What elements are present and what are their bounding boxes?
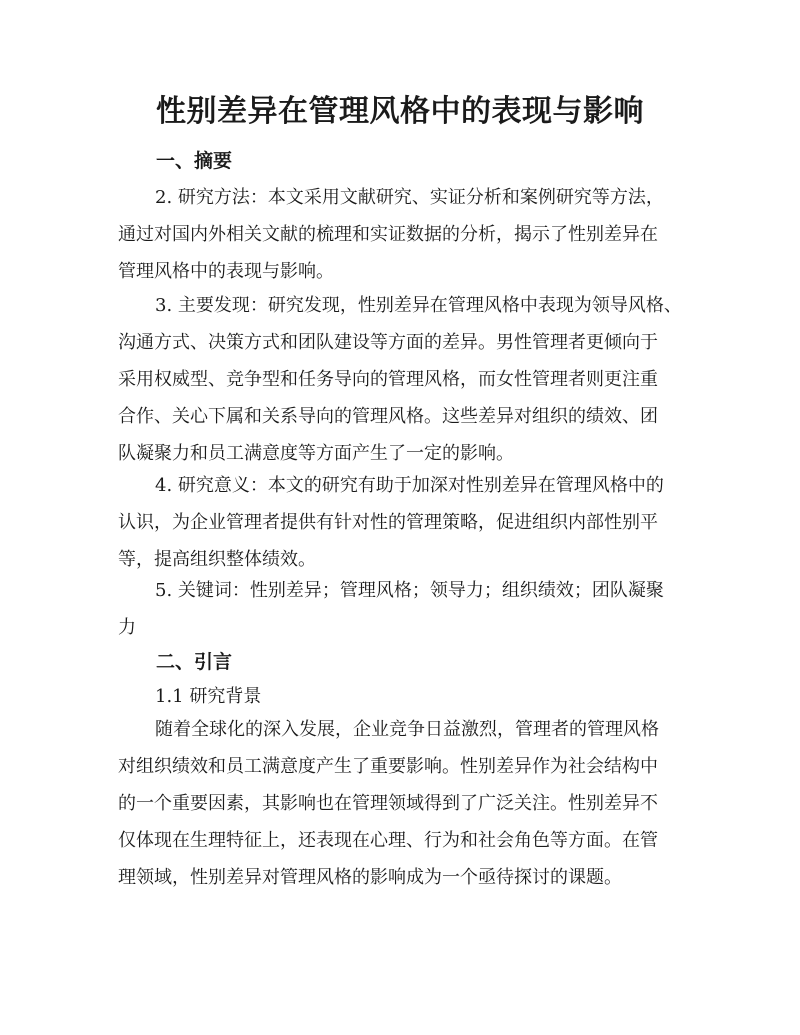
paragraph-line: 4. 研究意义：本文的研究有助于加深对性别差异在管理风格中的 bbox=[155, 475, 664, 496]
paragraph-line: 合作、关心下属和关系导向的管理风格。这些差异对组织的绩效、团 bbox=[118, 406, 658, 427]
subheading-research-background: 1.1 研究背景 bbox=[155, 686, 262, 707]
paragraph-line: 等，提高组织整体绩效。 bbox=[118, 549, 316, 570]
paragraph-line: 力 bbox=[118, 617, 136, 638]
paragraph-line: 随着全球化的深入发展，企业竞争日益激烈，管理者的管理风格 bbox=[155, 719, 659, 740]
paragraph-line: 5. 关键词：性别差异；管理风格；领导力；组织绩效；团队凝聚 bbox=[155, 580, 664, 601]
paragraph-keywords bbox=[118, 572, 718, 646]
document-title: 性别差异在管理风格中的表现与影响 bbox=[156, 94, 644, 129]
paragraph-line: 认识，为企业管理者提供有针对性的管理策略，促进组织内部性别平 bbox=[118, 512, 658, 533]
paragraph-line: 采用权威型、竞争型和任务导向的管理风格，而女性管理者则更注重 bbox=[118, 369, 658, 390]
paragraph-line: 通过对国内外相关文献的梳理和实证数据的分析，揭示了性别差异在 bbox=[118, 224, 658, 245]
paragraph-line: 管理风格中的表现与影响。 bbox=[118, 261, 334, 282]
paragraph-line: 沟通方式、决策方式和团队建设等方面的差异。男性管理者更倾向于 bbox=[118, 332, 658, 353]
paragraph-research-background bbox=[118, 711, 718, 896]
section-heading-introduction: 二、引言 bbox=[156, 651, 233, 673]
paragraph-line: 队凝聚力和员工满意度等方面产生了一定的影响。 bbox=[118, 443, 514, 464]
paragraph-line: 3. 主要发现：研究发现，性别差异在管理风格中表现为领导风格、 bbox=[155, 295, 682, 316]
paragraph-line: 仅体现在生理特征上，还表现在心理、行为和社会角色等方面。在管 bbox=[118, 830, 658, 851]
paragraph-line: 理领域，性别差异对管理风格的影响成为一个亟待探讨的课题。 bbox=[118, 867, 622, 888]
paragraph-line: 对组织绩效和员工满意度产生了重要影响。性别差异作为社会结构中 bbox=[118, 756, 658, 777]
paragraph-line: 2. 研究方法：本文采用文献研究、实证分析和案例研究等方法， bbox=[155, 187, 664, 208]
paragraph-line: 的一个重要因素，其影响也在管理领域得到了广泛关注。性别差异不 bbox=[118, 793, 658, 814]
paragraph-research-significance bbox=[118, 467, 718, 578]
section-heading-abstract: 一、摘要 bbox=[156, 150, 233, 172]
paragraph-research-method bbox=[118, 179, 718, 290]
paragraph-main-findings bbox=[118, 287, 718, 472]
